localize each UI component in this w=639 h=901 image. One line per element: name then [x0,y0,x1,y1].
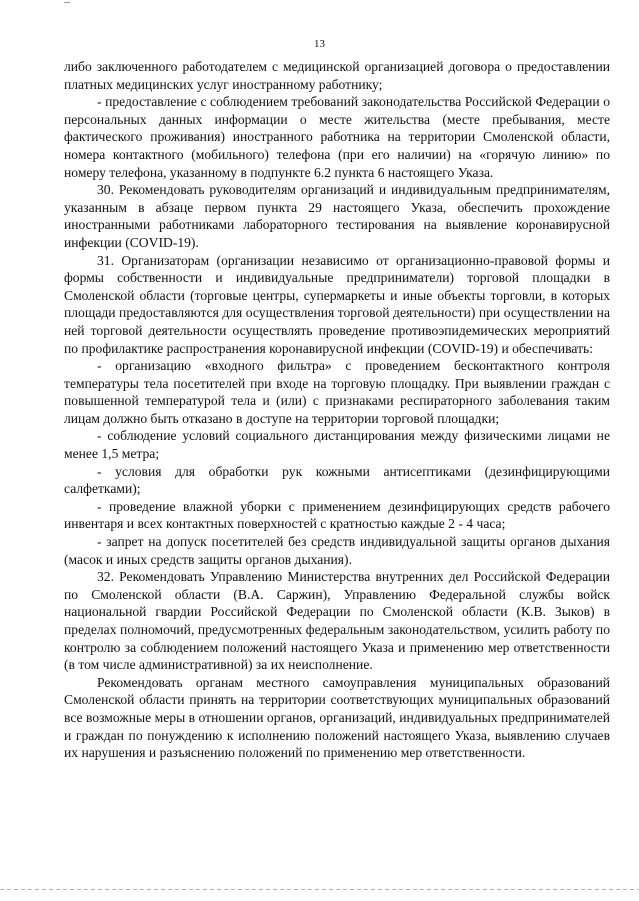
paragraph: - запрет на допуск посетителей без средств индивидуальной защиты органов дыхания (масок и иных средств защиты органов дыхания). [64,534,610,567]
paragraph: - условия для обработки рук кожными антисептиками (дезинфицирующими салфетками); [64,463,610,497]
page-number: 13 [314,38,325,50]
paragraph: 30. Рекомендовать руководителям организаций и индивидуальным предпринимателям, указанным в абзаце первом пункта 29 настоящего Указа, обеспечить прохождение иностранными работниками лабораторного тестирования на выявление коронавирусной инфекции (COVID-19). [64,182,610,250]
paragraph: Рекомендовать органам местного самоуправления муниципальных образований Смоленской области принять на территории соответствующих муниципальных образований все возможные меры в отношении органов, организаций, индивидуальных предпринимателей и граждан по понуждению к исполнению положений настоящего Указа, выявлению случаев их нарушения и разъяснению положений по применению мер ответственности. [64,674,610,761]
paragraph: - предоставление с соблюдением требований законодательства Российской Федерации о персональных данных информации о месте жительства (месте пребывания, месте фактического проживания) иностранного работника на территории Смоленской области, номера контактного (мобильного) телефона (при его наличии) на «горячую линию» по номеру телефона, указанному в подпункте 6.2 пункта 6 настоящего Указа. [64,94,610,180]
document-body [64,58,610,762]
paragraph: - соблюдение условий социального дистанцирования между физическими лицами не менее 1,5 метра; [64,428,610,462]
paragraph: 32. Рекомендовать Управлению Министерства внутренних дел Российской Федерации по Смоленской области (В.А. Саржин), Управлению Федеральной службы войск национальной гвардии Российской Федерации по Смоленской области (К.В. Зыков) в пределах полномочий, предусмотренных федеральным законодательством, усилить работу по контролю за соблюдением положений настоящего Указа и применению мер ответственности (в том числе административной) за их неисполнение. [64,569,610,673]
paragraph: либо заключенного работодателем с медицинской организацией договора о предоставлении платных медицинских услуг иностранному работнику; [64,59,610,92]
scan-artifact [64,2,70,3]
paragraph: 31. Организаторам (организации независимо от организационно-правовой формы и формы собственности и индивидуальные предприниматели) торговой площадки в Смоленской области (торговые центры, супермаркеты и иные объекты торговли, в которых площади предоставляются для осуществления торговой деятельности) при осуществлении на ней торговой деятельности осуществлять проведение противоэпидемических мероприятий по профилактике распространения коронавирусной инфекции (COVID-19) и обеспечивать: [64,252,610,356]
paragraph: - проведение влажной уборки с применением дезинфицирующих средств рабочего инвентаря и всех контактных поверхностей с кратностью каждые 2 - 4 часа; [64,498,610,532]
scan-edge-line [0,889,639,890]
paragraph: - организацию «входного фильтра» с проведением бесконтактного контроля температуры тела посетителей при входе на торговую площадку. При выявлении граждан с повышенной температурой тела и (или) с признаками респираторного заболевания таким лицам должно быть отказано в доступе на территории торговой площадки; [64,358,610,426]
